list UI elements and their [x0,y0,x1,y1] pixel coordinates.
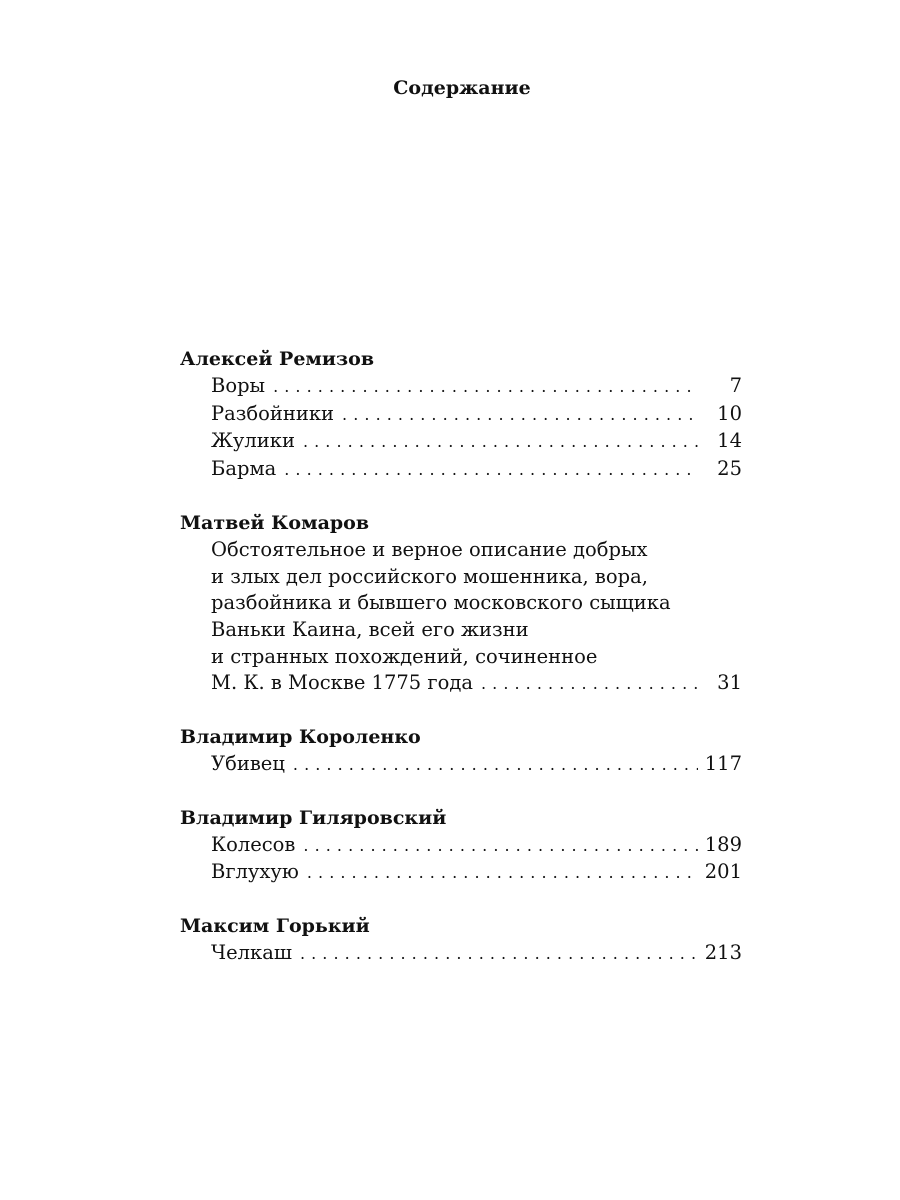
toc-entry[interactable] [180,832,742,860]
toc-section-remizov [180,346,742,484]
dot-leader [307,860,698,887]
entry-title: Барма [211,457,277,481]
entry-page-number: 7 [729,374,742,397]
entry-page-number: 213 [704,941,742,965]
dot-leader [284,457,698,484]
toc-entry[interactable] [180,940,742,968]
entry-page-number: 25 [717,457,742,481]
toc-section-gorky [180,913,742,968]
dot-leader [293,752,698,779]
entry-title: Челкаш [211,941,292,965]
toc-section-korolenko [180,724,742,779]
dot-leader [303,833,698,860]
toc-entry-long[interactable] [180,537,742,671]
author-name: Матвей Комаров [180,511,370,534]
entry-title: Колесов [211,832,296,856]
entry-title-line: Ваньки Каина, всей его жизни [211,617,529,641]
table-of-contents [180,346,742,994]
entry-page-number: 31 [717,671,742,695]
dot-leader [300,941,698,968]
toc-entry[interactable] [180,456,742,484]
entry-page-number: 189 [704,832,742,856]
entry-title: Разбойники [211,401,335,425]
toc-section-gilyarovsky [180,805,742,887]
toc-entry[interactable] [180,401,742,429]
author-name: Максим Горький [180,915,370,938]
entry-title-line: и злых дел российского мошенника, вора, [211,564,648,588]
entry-page-number: 14 [717,429,742,453]
entry-title: Жулики [211,429,295,453]
entry-page-number: 10 [717,401,742,425]
entry-title-line: и странных похождений, сочиненное [211,644,598,668]
entry-title: Вглухую [211,860,299,884]
page-title: Содержание [393,77,531,99]
dot-leader [481,671,698,698]
entry-page-number: 201 [704,860,742,884]
toc-entry[interactable] [180,373,742,401]
entry-title-line: разбойника и бывшего московского сыщика [211,591,671,615]
toc-entry[interactable] [180,428,742,456]
entry-title-line: М. К. в Москве 1775 года [211,671,473,695]
dot-leader [303,429,698,456]
entry-title-line: Обстоятельное и верное описание добрых [211,537,648,561]
author-name: Алексей Ремизов [180,348,375,370]
dot-leader [273,374,698,401]
toc-entry[interactable] [180,751,742,779]
toc-entry[interactable] [180,859,742,887]
entry-title: Воры [211,374,266,397]
author-name: Владимир Гиляровский [180,806,447,829]
toc-section-komarov [180,510,742,698]
toc-entry-long-last-line[interactable] [180,670,742,698]
author-name: Владимир Короленко [180,726,421,749]
entry-title: Убивец [211,752,285,776]
entry-page-number: 117 [704,752,742,776]
dot-leader [342,402,698,429]
